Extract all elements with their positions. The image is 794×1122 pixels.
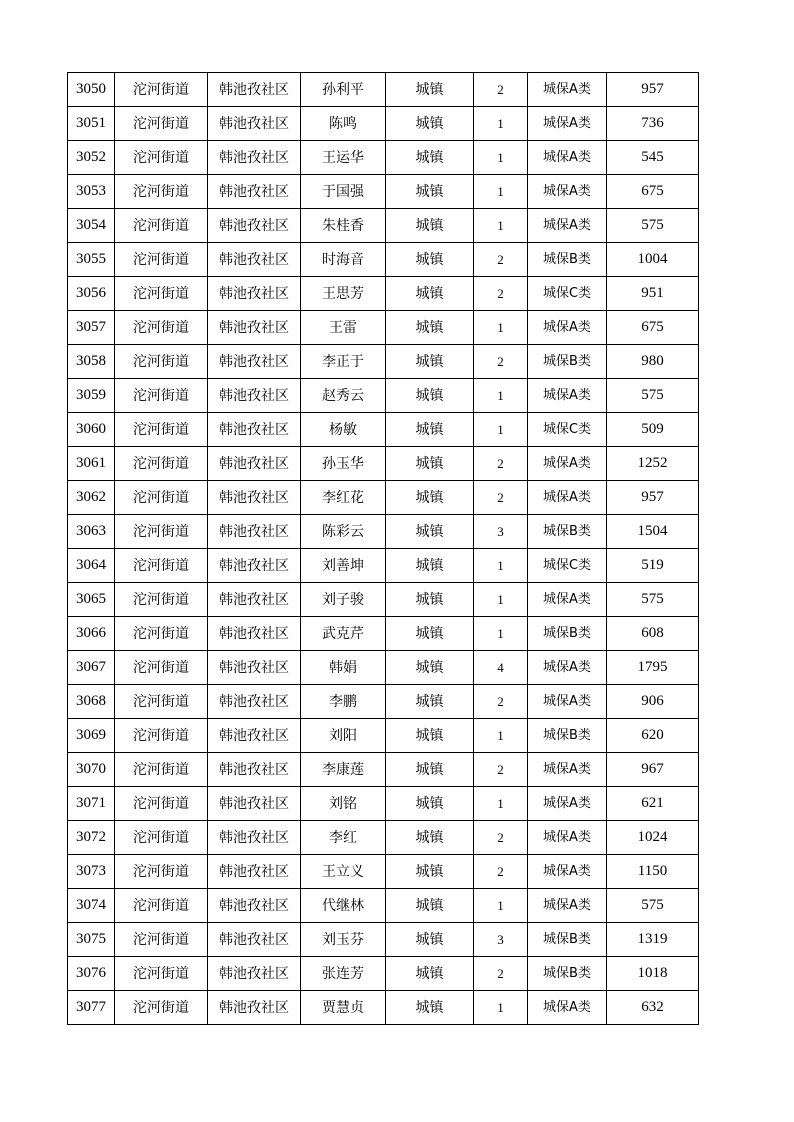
table-row: [68, 515, 699, 549]
cell-area-type: 城镇: [386, 379, 474, 413]
cell-household-members: 2: [474, 345, 528, 379]
table-row: [68, 957, 699, 991]
cell-community: 韩池孜社区: [208, 107, 301, 141]
cell-community: 韩池孜社区: [208, 685, 301, 719]
cell-community: 韩池孜社区: [208, 515, 301, 549]
cell-amount: 675: [607, 311, 699, 345]
cell-amount: 575: [607, 583, 699, 617]
table-row: [68, 107, 699, 141]
table-row: [68, 787, 699, 821]
cell-street: 沱河街道: [115, 821, 208, 855]
cell-insurance-category: 城保A类: [528, 311, 607, 345]
cell-amount: 967: [607, 753, 699, 787]
cell-person-name: 李红: [301, 821, 386, 855]
cell-amount: 957: [607, 481, 699, 515]
cell-record-no: 3066: [68, 617, 115, 651]
cell-amount: 957: [607, 73, 699, 107]
cell-community: 韩池孜社区: [208, 243, 301, 277]
cell-area-type: 城镇: [386, 141, 474, 175]
cell-person-name: 李康莲: [301, 753, 386, 787]
cell-person-name: 时海音: [301, 243, 386, 277]
table-row: [68, 617, 699, 651]
cell-community: 韩池孜社区: [208, 787, 301, 821]
cell-area-type: 城镇: [386, 107, 474, 141]
cell-area-type: 城镇: [386, 957, 474, 991]
cell-street: 沱河街道: [115, 175, 208, 209]
cell-record-no: 3061: [68, 447, 115, 481]
cell-amount: 1024: [607, 821, 699, 855]
cell-insurance-category: 城保A类: [528, 787, 607, 821]
cell-street: 沱河街道: [115, 481, 208, 515]
cell-street: 沱河街道: [115, 617, 208, 651]
cell-community: 韩池孜社区: [208, 651, 301, 685]
cell-area-type: 城镇: [386, 549, 474, 583]
cell-household-members: 1: [474, 787, 528, 821]
cell-street: 沱河街道: [115, 855, 208, 889]
cell-person-name: 孙玉华: [301, 447, 386, 481]
cell-community: 韩池孜社区: [208, 209, 301, 243]
cell-area-type: 城镇: [386, 719, 474, 753]
cell-community: 韩池孜社区: [208, 855, 301, 889]
cell-person-name: 王雷: [301, 311, 386, 345]
cell-household-members: 1: [474, 719, 528, 753]
table-row: [68, 549, 699, 583]
table-row: [68, 243, 699, 277]
cell-area-type: 城镇: [386, 889, 474, 923]
cell-amount: 736: [607, 107, 699, 141]
cell-insurance-category: 城保B类: [528, 345, 607, 379]
cell-person-name: 朱桂香: [301, 209, 386, 243]
table-row: [68, 141, 699, 175]
cell-area-type: 城镇: [386, 821, 474, 855]
cell-amount: 1504: [607, 515, 699, 549]
cell-household-members: 1: [474, 175, 528, 209]
cell-street: 沱河街道: [115, 515, 208, 549]
table-row: [68, 209, 699, 243]
cell-street: 沱河街道: [115, 107, 208, 141]
cell-record-no: 3075: [68, 923, 115, 957]
cell-household-members: 1: [474, 549, 528, 583]
cell-record-no: 3067: [68, 651, 115, 685]
cell-area-type: 城镇: [386, 277, 474, 311]
cell-street: 沱河街道: [115, 753, 208, 787]
cell-area-type: 城镇: [386, 923, 474, 957]
cell-street: 沱河街道: [115, 379, 208, 413]
cell-person-name: 刘善坤: [301, 549, 386, 583]
cell-amount: 1795: [607, 651, 699, 685]
cell-insurance-category: 城保C类: [528, 413, 607, 447]
cell-community: 韩池孜社区: [208, 175, 301, 209]
cell-insurance-category: 城保A类: [528, 583, 607, 617]
cell-household-members: 1: [474, 107, 528, 141]
cell-area-type: 城镇: [386, 175, 474, 209]
cell-area-type: 城镇: [386, 73, 474, 107]
cell-household-members: 1: [474, 413, 528, 447]
cell-street: 沱河街道: [115, 447, 208, 481]
cell-household-members: 2: [474, 753, 528, 787]
cell-area-type: 城镇: [386, 515, 474, 549]
cell-record-no: 3070: [68, 753, 115, 787]
cell-record-no: 3064: [68, 549, 115, 583]
cell-amount: 980: [607, 345, 699, 379]
cell-community: 韩池孜社区: [208, 923, 301, 957]
cell-person-name: 刘子骏: [301, 583, 386, 617]
cell-person-name: 李鹏: [301, 685, 386, 719]
cell-insurance-category: 城保A类: [528, 379, 607, 413]
cell-household-members: 2: [474, 481, 528, 515]
table-row: [68, 685, 699, 719]
cell-record-no: 3052: [68, 141, 115, 175]
cell-insurance-category: 城保B类: [528, 243, 607, 277]
cell-area-type: 城镇: [386, 685, 474, 719]
cell-community: 韩池孜社区: [208, 549, 301, 583]
cell-record-no: 3050: [68, 73, 115, 107]
cell-household-members: 2: [474, 447, 528, 481]
cell-person-name: 李正于: [301, 345, 386, 379]
cell-person-name: 孙利平: [301, 73, 386, 107]
cell-record-no: 3053: [68, 175, 115, 209]
table-row: [68, 481, 699, 515]
cell-amount: 1150: [607, 855, 699, 889]
cell-community: 韩池孜社区: [208, 617, 301, 651]
cell-street: 沱河街道: [115, 685, 208, 719]
cell-amount: 951: [607, 277, 699, 311]
cell-amount: 575: [607, 379, 699, 413]
cell-amount: 1252: [607, 447, 699, 481]
table-row: [68, 379, 699, 413]
cell-area-type: 城镇: [386, 991, 474, 1025]
cell-insurance-category: 城保A类: [528, 107, 607, 141]
cell-person-name: 陈鸣: [301, 107, 386, 141]
cell-household-members: 2: [474, 243, 528, 277]
cell-record-no: 3072: [68, 821, 115, 855]
cell-community: 韩池孜社区: [208, 277, 301, 311]
cell-household-members: 2: [474, 821, 528, 855]
cell-street: 沱河街道: [115, 243, 208, 277]
cell-household-members: 1: [474, 141, 528, 175]
cell-street: 沱河街道: [115, 787, 208, 821]
cell-amount: 621: [607, 787, 699, 821]
cell-street: 沱河街道: [115, 549, 208, 583]
cell-street: 沱河街道: [115, 991, 208, 1025]
cell-area-type: 城镇: [386, 583, 474, 617]
cell-record-no: 3051: [68, 107, 115, 141]
cell-record-no: 3073: [68, 855, 115, 889]
cell-household-members: 2: [474, 277, 528, 311]
cell-area-type: 城镇: [386, 345, 474, 379]
cell-amount: 575: [607, 889, 699, 923]
cell-household-members: 2: [474, 957, 528, 991]
cell-street: 沱河街道: [115, 889, 208, 923]
cell-insurance-category: 城保A类: [528, 209, 607, 243]
cell-person-name: 刘阳: [301, 719, 386, 753]
cell-household-members: 3: [474, 923, 528, 957]
cell-household-members: 1: [474, 583, 528, 617]
cell-area-type: 城镇: [386, 413, 474, 447]
cell-person-name: 武克芹: [301, 617, 386, 651]
cell-record-no: 3065: [68, 583, 115, 617]
cell-street: 沱河街道: [115, 719, 208, 753]
cell-community: 韩池孜社区: [208, 481, 301, 515]
cell-insurance-category: 城保A类: [528, 991, 607, 1025]
cell-community: 韩池孜社区: [208, 753, 301, 787]
cell-household-members: 1: [474, 209, 528, 243]
cell-person-name: 刘铭: [301, 787, 386, 821]
cell-amount: 675: [607, 175, 699, 209]
cell-area-type: 城镇: [386, 855, 474, 889]
cell-household-members: 2: [474, 685, 528, 719]
cell-amount: 608: [607, 617, 699, 651]
cell-insurance-category: 城保A类: [528, 141, 607, 175]
cell-community: 韩池孜社区: [208, 447, 301, 481]
cell-street: 沱河街道: [115, 73, 208, 107]
cell-household-members: 1: [474, 617, 528, 651]
cell-insurance-category: 城保A类: [528, 651, 607, 685]
cell-record-no: 3059: [68, 379, 115, 413]
table-row: [68, 447, 699, 481]
cell-insurance-category: 城保A类: [528, 685, 607, 719]
cell-person-name: 刘玉芬: [301, 923, 386, 957]
cell-person-name: 陈彩云: [301, 515, 386, 549]
cell-record-no: 3077: [68, 991, 115, 1025]
cell-amount: 1004: [607, 243, 699, 277]
cell-insurance-category: 城保A类: [528, 889, 607, 923]
cell-person-name: 李红花: [301, 481, 386, 515]
cell-insurance-category: 城保A类: [528, 447, 607, 481]
cell-household-members: 1: [474, 379, 528, 413]
cell-area-type: 城镇: [386, 447, 474, 481]
cell-area-type: 城镇: [386, 481, 474, 515]
cell-insurance-category: 城保B类: [528, 719, 607, 753]
cell-record-no: 3063: [68, 515, 115, 549]
cell-record-no: 3057: [68, 311, 115, 345]
cell-household-members: 2: [474, 73, 528, 107]
cell-amount: 545: [607, 141, 699, 175]
cell-street: 沱河街道: [115, 413, 208, 447]
cell-community: 韩池孜社区: [208, 73, 301, 107]
table-row: [68, 889, 699, 923]
cell-street: 沱河街道: [115, 923, 208, 957]
table-row: [68, 73, 699, 107]
beneficiary-table: [67, 72, 699, 1025]
cell-street: 沱河街道: [115, 141, 208, 175]
cell-community: 韩池孜社区: [208, 719, 301, 753]
table-row: [68, 855, 699, 889]
cell-record-no: 3055: [68, 243, 115, 277]
cell-record-no: 3058: [68, 345, 115, 379]
cell-community: 韩池孜社区: [208, 889, 301, 923]
cell-area-type: 城镇: [386, 787, 474, 821]
cell-area-type: 城镇: [386, 243, 474, 277]
cell-insurance-category: 城保A类: [528, 821, 607, 855]
cell-household-members: 1: [474, 991, 528, 1025]
table-row: [68, 923, 699, 957]
table-row: [68, 753, 699, 787]
cell-record-no: 3056: [68, 277, 115, 311]
cell-community: 韩池孜社区: [208, 583, 301, 617]
cell-street: 沱河街道: [115, 651, 208, 685]
cell-community: 韩池孜社区: [208, 311, 301, 345]
cell-street: 沱河街道: [115, 957, 208, 991]
cell-person-name: 王思芳: [301, 277, 386, 311]
cell-record-no: 3069: [68, 719, 115, 753]
cell-record-no: 3071: [68, 787, 115, 821]
cell-community: 韩池孜社区: [208, 379, 301, 413]
cell-person-name: 杨敏: [301, 413, 386, 447]
cell-record-no: 3074: [68, 889, 115, 923]
cell-area-type: 城镇: [386, 651, 474, 685]
cell-person-name: 代继林: [301, 889, 386, 923]
cell-amount: 519: [607, 549, 699, 583]
cell-street: 沱河街道: [115, 277, 208, 311]
cell-insurance-category: 城保B类: [528, 923, 607, 957]
cell-record-no: 3062: [68, 481, 115, 515]
cell-amount: 575: [607, 209, 699, 243]
cell-area-type: 城镇: [386, 617, 474, 651]
cell-community: 韩池孜社区: [208, 345, 301, 379]
table-row: [68, 821, 699, 855]
table-row: [68, 413, 699, 447]
cell-household-members: 1: [474, 889, 528, 923]
cell-insurance-category: 城保B类: [528, 617, 607, 651]
cell-insurance-category: 城保A类: [528, 855, 607, 889]
cell-insurance-category: 城保A类: [528, 73, 607, 107]
cell-insurance-category: 城保C类: [528, 277, 607, 311]
cell-street: 沱河街道: [115, 311, 208, 345]
cell-amount: 1319: [607, 923, 699, 957]
cell-street: 沱河街道: [115, 583, 208, 617]
cell-street: 沱河街道: [115, 209, 208, 243]
table-row: [68, 719, 699, 753]
cell-person-name: 王立义: [301, 855, 386, 889]
cell-person-name: 于国强: [301, 175, 386, 209]
cell-amount: 1018: [607, 957, 699, 991]
cell-insurance-category: 城保A类: [528, 753, 607, 787]
cell-amount: 620: [607, 719, 699, 753]
cell-insurance-category: 城保A类: [528, 175, 607, 209]
table-row: [68, 583, 699, 617]
cell-area-type: 城镇: [386, 311, 474, 345]
cell-amount: 632: [607, 991, 699, 1025]
cell-community: 韩池孜社区: [208, 413, 301, 447]
cell-person-name: 贾慧贞: [301, 991, 386, 1025]
table-row: [68, 311, 699, 345]
cell-community: 韩池孜社区: [208, 821, 301, 855]
cell-area-type: 城镇: [386, 753, 474, 787]
table-row: [68, 175, 699, 209]
table-row: [68, 651, 699, 685]
table-row: [68, 277, 699, 311]
cell-amount: 509: [607, 413, 699, 447]
cell-community: 韩池孜社区: [208, 141, 301, 175]
cell-household-members: 3: [474, 515, 528, 549]
cell-amount: 906: [607, 685, 699, 719]
cell-household-members: 4: [474, 651, 528, 685]
table-row: [68, 991, 699, 1025]
cell-community: 韩池孜社区: [208, 991, 301, 1025]
cell-household-members: 1: [474, 311, 528, 345]
cell-insurance-category: 城保B类: [528, 957, 607, 991]
cell-person-name: 赵秀云: [301, 379, 386, 413]
cell-person-name: 韩娟: [301, 651, 386, 685]
cell-insurance-category: 城保C类: [528, 549, 607, 583]
cell-record-no: 3054: [68, 209, 115, 243]
cell-person-name: 张连芳: [301, 957, 386, 991]
cell-record-no: 3068: [68, 685, 115, 719]
cell-area-type: 城镇: [386, 209, 474, 243]
cell-household-members: 2: [474, 855, 528, 889]
cell-person-name: 王运华: [301, 141, 386, 175]
table-body: [68, 73, 699, 1025]
cell-record-no: 3060: [68, 413, 115, 447]
cell-insurance-category: 城保B类: [528, 515, 607, 549]
cell-street: 沱河街道: [115, 345, 208, 379]
cell-community: 韩池孜社区: [208, 957, 301, 991]
table-row: [68, 345, 699, 379]
cell-record-no: 3076: [68, 957, 115, 991]
cell-insurance-category: 城保A类: [528, 481, 607, 515]
